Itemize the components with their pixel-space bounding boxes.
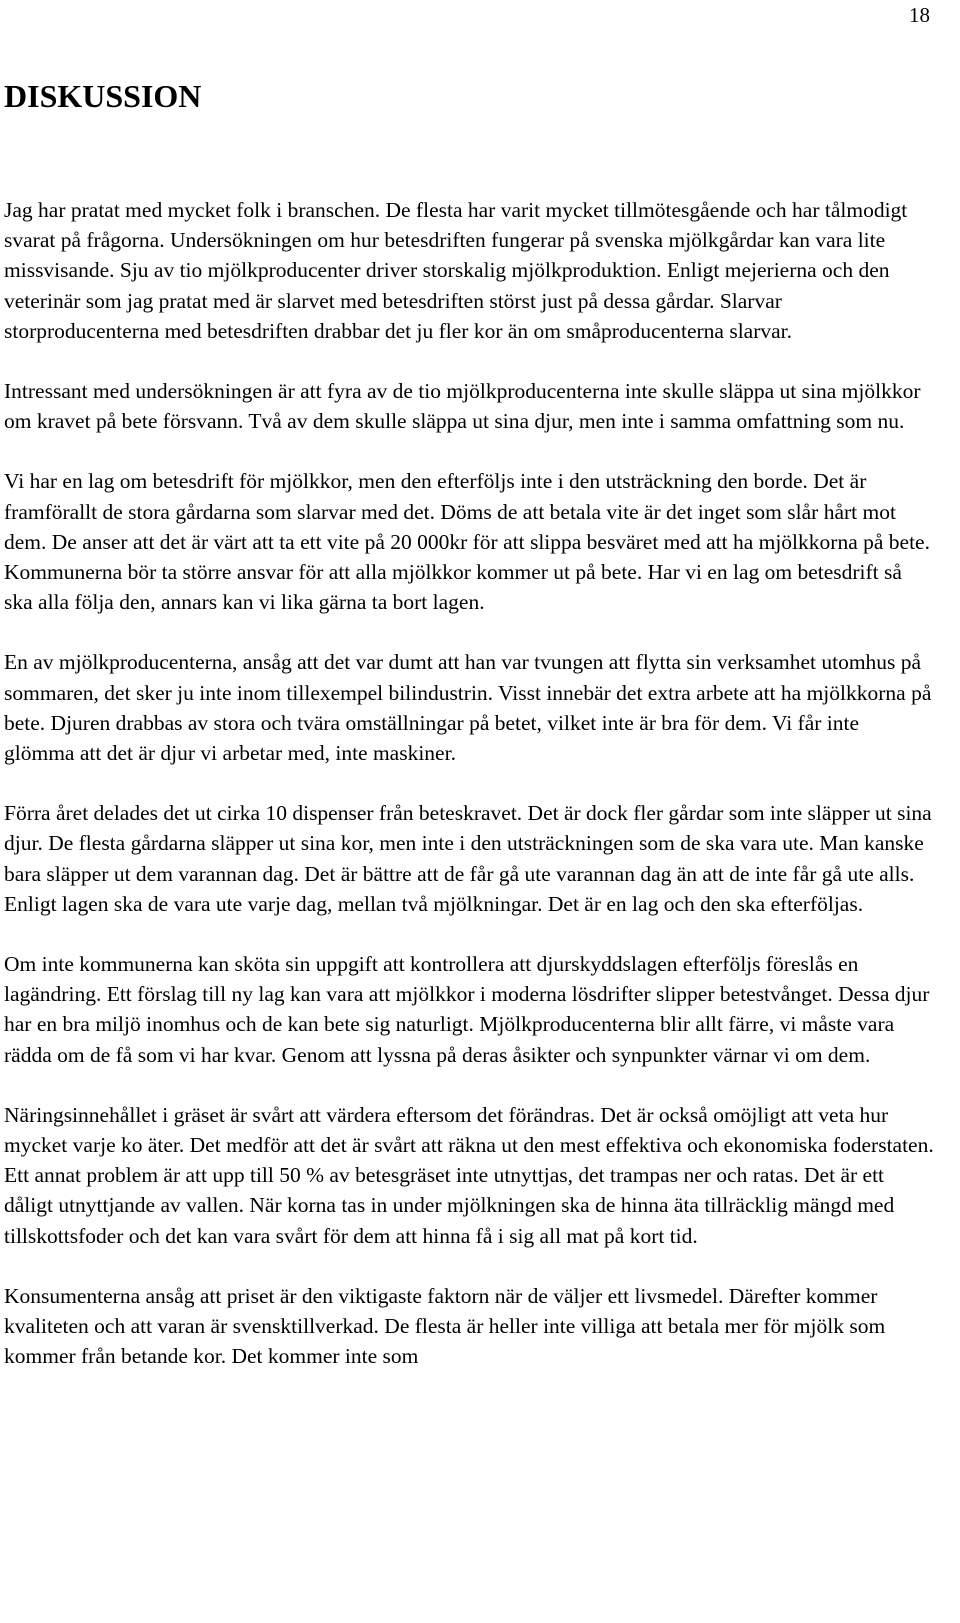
paragraph-7: Näringsinnehållet i gräset är svårt att värdera eftersom det förändras. Det är också omöjligt att veta hur mycket varje ko äter. Det medför att det är svårt att räkna ut den mest effektiva och ekonomiska foderstaten. Ett annat problem är att upp till 50 % av betesgräset inte utnyttjas, det trampas ner och ratas. Det är ett dåligt utnyttjande av vallen. När korna tas in under mjölkningen ska de hinna äta tillräcklig mängd med tillskottsfoder och det kan vara svårt för dem att hinna få i sig all mat på kort tid. <box>4 1102 934 1248</box>
body-text <box>4 195 934 1402</box>
paragraph-1: Jag har pratat med mycket folk i branschen. De flesta har varit mycket tillmötesgående och har tålmodigt svarat på frågorna. Undersökningen om hur betesdriften fungerar på svenska mjölkgårdar kan vara lite missvisande. Sju av tio mjölkproducenter driver storskalig mjölkproduktion. Enligt mejerierna och den veterinär som jag pratat med är slarvet med betesdriften störst just på dessa gårdar. Slarvar storproducenterna med betesdriften drabbar det ju fler kor än om småproducenterna slarvar. <box>4 198 908 343</box>
paragraph-6: Om inte kommunerna kan sköta sin uppgift att kontrollera att djurskyddslagen efterföljs föreslås en lagändring. Ett förslag till ny lag kan vara att mjölkkor i moderna lösdrifter slipper betestvånget. Dessa djur har en bra miljö inomhus och de kan bete sig naturligt. Mjölkproducenterna blir allt färre, vi måste vara rädda om de få som vi har kvar. Genom att lyssna på deras åsikter och synpunkter värnar vi om dem. <box>4 952 930 1067</box>
paragraph-5: Förra året delades det ut cirka 10 dispenser från beteskravet. Det är dock fler gårdar som inte släpper ut sina djur. De flesta gårdarna släpper ut sina kor, men inte i den utsträckningen som de ska vara ute. Man kanske bara släpper ut dem varannan dag. Det är bättre att de får gå ute varannan dag än att de inte får gå ute alls. Enligt lagen ska de vara ute varje dag, mellan två mjölkningar. Det är en lag och den ska efterföljas. <box>4 801 932 916</box>
page-number: 18 <box>909 3 930 27</box>
paragraph-8: Konsumenterna ansåg att priset är den viktigaste faktorn när de väljer ett livsmedel. Därefter kommer kvaliteten och att varan är svensktillverkad. De flesta är heller inte villiga att betala mer för mjölk som kommer från betande kor. Det kommer inte som <box>4 1283 886 1369</box>
paragraph-2: Intressant med undersökningen är att fyra av de tio mjölkproducenterna inte skulle släppa ut sina mjölkkor om kravet på bete försvann. Två av dem skulle släppa ut sina djur, men inte i samma omfattning som nu. <box>4 379 921 434</box>
section-heading: DISKUSSION <box>4 78 202 114</box>
paragraph-4: En av mjölkproducenterna, ansåg att det var dumt att han var tvungen att flytta sin verksamhet utomhus på sommaren, det sker ju inte inom tillexempel bilindustrin. Visst innebär det extra arbete att ha mjölkkorna på bete. Djuren drabbas av stora och tvära omställningar på betet, vilket inte är bra för dem. Vi får inte glömma att det är djur vi arbetar med, inte maskiner. <box>4 650 932 766</box>
paragraph-3: Vi har en lag om betesdrift för mjölkkor, men den efterföljs inte i den utsträckning den borde. Det är framförallt de stora gårdarna som slarvar med det. Döms de att betala vite är det inget som slår hårt mot dem. De anser att det är värt att ta ett vite på 20 000kr för att slippa besväret med att ha mjölkkorna på bete. Kommunerna bör ta större ansvar för att alla mjölkkor kommer ut på bete. Har vi en lag om betesdrift så ska alla följa den, annars kan vi lika gärna ta bort lagen. <box>4 469 930 615</box>
